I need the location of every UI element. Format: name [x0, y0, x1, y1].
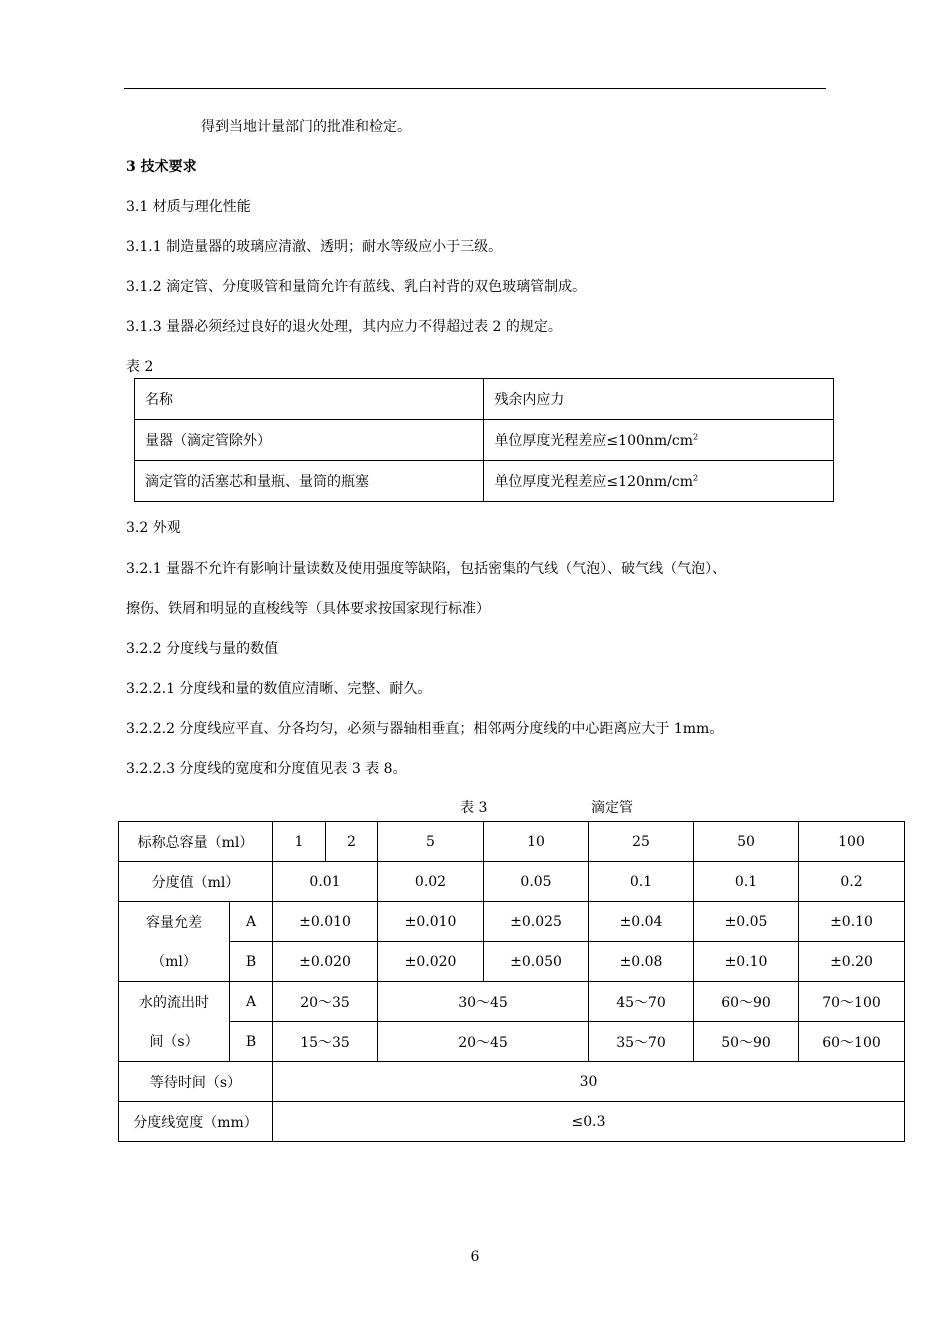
- table-cell: ±0.020: [378, 942, 484, 982]
- paragraph-text: 得到当地计量部门的批准和检定。: [201, 119, 411, 135]
- table-cell: 60～90: [694, 982, 799, 1022]
- table-row: [119, 862, 905, 902]
- table-cell: 0.2: [799, 862, 905, 902]
- stress-value: 单位厚度光程差应≤120nm/cm: [494, 474, 694, 490]
- grade-label: B: [230, 942, 273, 982]
- table-cell: ±0.05: [694, 902, 799, 942]
- table-cell: 10: [484, 822, 589, 862]
- clause-text: 3.1.1 制造量器的玻璃应清澈、透明；耐水等级应小于三级。: [126, 239, 503, 255]
- table-cell: 5: [378, 822, 484, 862]
- table-row: [119, 902, 905, 942]
- table-cell: ±0.020: [273, 942, 378, 982]
- table-cell: 0.1: [589, 862, 694, 902]
- row-label: 等待时间（s）: [119, 1062, 273, 1102]
- clause-text: 3.2.2.2 分度线应平直、分各均匀，必须与器轴相垂直；相邻两分度线的中心距离应大于 1mm。: [126, 721, 724, 737]
- table-cell: 20～35: [273, 982, 378, 1022]
- table-cell: 30: [273, 1062, 905, 1102]
- row-label: 水的流出时: [119, 982, 230, 1022]
- clause-text: 3.1.3 量器必须经过良好的退火处理，其内应力不得超过表 2 的规定。: [126, 319, 562, 335]
- clause-text: 3.2.2.1 分度线和量的数值应清晰、完整、耐久。: [126, 681, 432, 697]
- subsection-heading: 3.1 材质与理化性能: [126, 199, 251, 215]
- stress-value: 单位厚度光程差应≤100nm/cm: [494, 433, 694, 449]
- grade-label: B: [230, 1022, 273, 1062]
- table-cell: ±0.10: [799, 902, 905, 942]
- table-cell: 0.05: [484, 862, 589, 902]
- table-cell: 50～90: [694, 1022, 799, 1062]
- table-subject: 滴定管: [591, 800, 633, 816]
- table-cell: 50: [694, 822, 799, 862]
- table-cell: [484, 420, 834, 461]
- table-cell: 70～100: [799, 982, 905, 1022]
- burette-table: [118, 821, 905, 1142]
- page-number: 6: [470, 1249, 480, 1265]
- table-row: [119, 982, 905, 1022]
- table-cell: ±0.04: [589, 902, 694, 942]
- row-label: 容量允差: [119, 902, 230, 942]
- row-label: （ml）: [119, 942, 230, 982]
- table-cell: 量器（滴定管除外）: [135, 420, 484, 461]
- table-cell: 100: [799, 822, 905, 862]
- table-cell: 60～100: [799, 1022, 905, 1062]
- table-cell: 1: [273, 822, 326, 862]
- table-cell: 45～70: [589, 982, 694, 1022]
- clause-text: 3.2.2.3 分度线的宽度和分度值见表 3 表 8。: [126, 761, 407, 777]
- table-cell: 0.1: [694, 862, 799, 902]
- table-row: [119, 942, 905, 982]
- header-rule: [124, 88, 826, 89]
- grade-label: A: [230, 902, 273, 942]
- table-cell: 15～35: [273, 1022, 378, 1062]
- row-label: 分度线宽度（mm）: [119, 1102, 273, 1142]
- table-cell: ±0.010: [273, 902, 378, 942]
- table-row: [135, 379, 834, 420]
- table-header-cell: 残余内应力: [484, 379, 834, 420]
- table-caption: 表 3: [460, 800, 488, 816]
- table-cell: ±0.010: [378, 902, 484, 942]
- stress-table: [134, 378, 834, 502]
- row-label: 间（s）: [119, 1022, 230, 1062]
- table-row: [119, 1062, 905, 1102]
- table-cell: 35～70: [589, 1022, 694, 1062]
- superscript: 2: [693, 473, 699, 483]
- row-label: 分度值（ml）: [119, 862, 273, 902]
- table-header-cell: 名称: [135, 379, 484, 420]
- row-label: 标称总容量（ml）: [119, 822, 273, 862]
- table-cell: 滴定管的活塞芯和量瓶、量筒的瓶塞: [135, 461, 484, 502]
- clause-text: 3.2.1 量器不允许有影响计量读数及使用强度等缺陷，包括密集的气线（气泡）、破气线（气泡）、: [126, 561, 727, 577]
- table-row: [135, 420, 834, 461]
- clause-text: 3.1.2 滴定管、分度吸管和量筒允许有蓝线、乳白衬背的双色玻璃管制成。: [126, 279, 587, 295]
- table-cell: 25: [589, 822, 694, 862]
- table-cell: 0.01: [273, 862, 378, 902]
- table-cell: 2: [326, 822, 378, 862]
- table-cell: ±0.050: [484, 942, 589, 982]
- table-cell: ±0.20: [799, 942, 905, 982]
- table-cell: 0.02: [378, 862, 484, 902]
- table-cell: ±0.025: [484, 902, 589, 942]
- table-row: [135, 461, 834, 502]
- clause-heading: 3.2.2 分度线与量的数值: [126, 641, 279, 657]
- table-cell: [484, 461, 834, 502]
- table-cell: 20～45: [378, 1022, 589, 1062]
- section-heading: 3 技术要求: [126, 159, 197, 175]
- table-row: [119, 1102, 905, 1142]
- table-cell: 30～45: [378, 982, 589, 1022]
- table-cell: ≤0.3: [273, 1102, 905, 1142]
- table-row: [119, 1022, 905, 1062]
- subsection-heading: 3.2 外观: [126, 520, 181, 536]
- table-caption: 表 2: [126, 359, 154, 375]
- grade-label: A: [230, 982, 273, 1022]
- table-cell: ±0.08: [589, 942, 694, 982]
- table-cell: ±0.10: [694, 942, 799, 982]
- clause-text: 擦伤、铁屑和明显的直梭线等（具体要求按国家现行标准）: [126, 601, 490, 617]
- superscript: 2: [693, 432, 699, 442]
- table-row: [119, 822, 905, 862]
